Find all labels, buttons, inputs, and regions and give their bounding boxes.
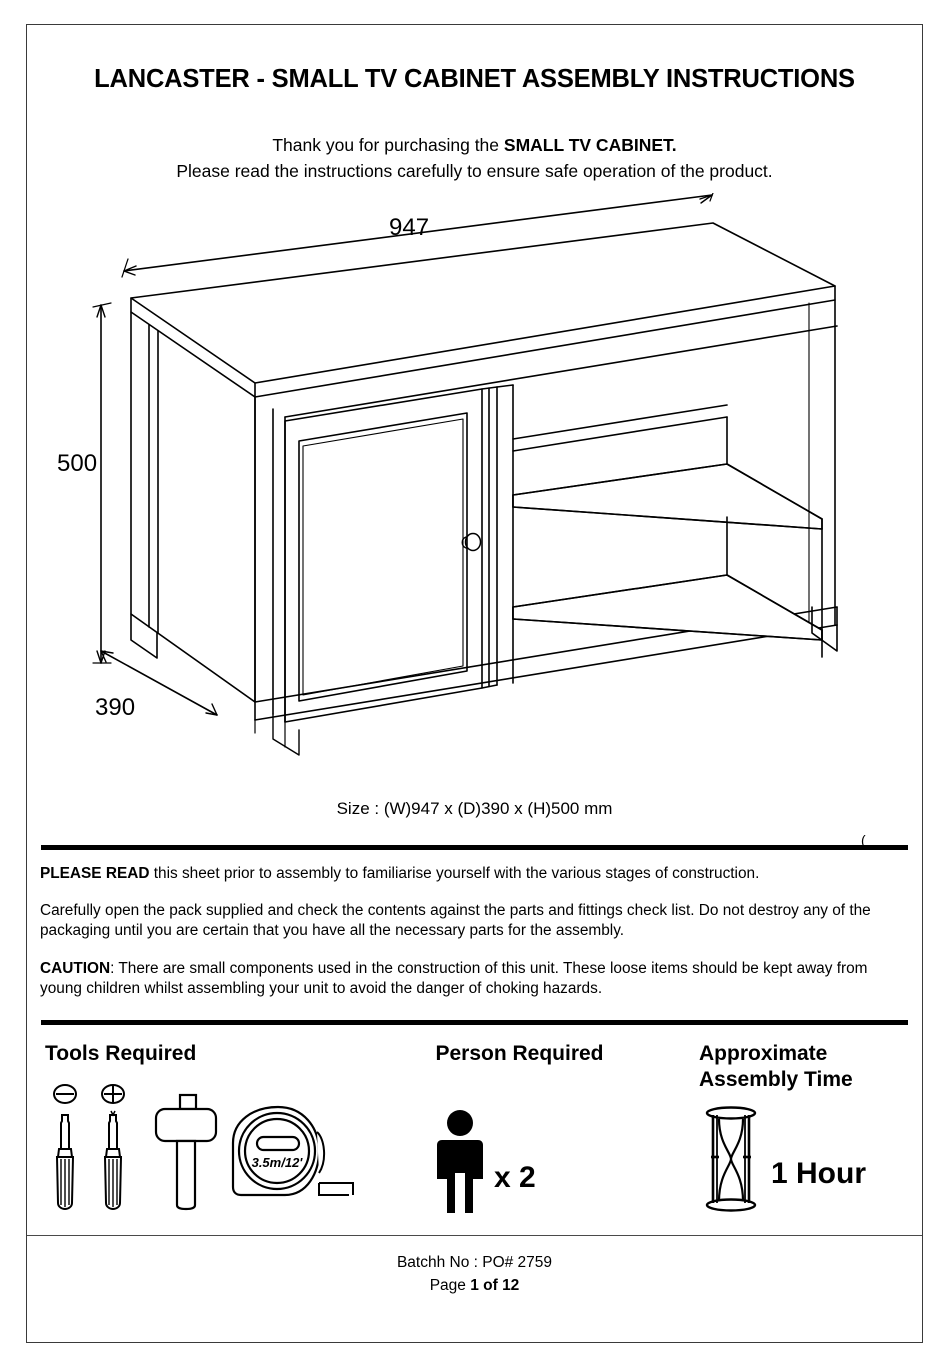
note-1-text: this sheet prior to assembly to familiarise yourself with the various stages of construction. xyxy=(149,864,760,882)
requirements-section xyxy=(27,1025,922,1235)
section-divider-top xyxy=(41,845,908,850)
person-count-label: x 2 xyxy=(494,1161,536,1195)
person-icon-group xyxy=(412,1109,627,1217)
caution-label: CAUTION xyxy=(40,959,111,977)
assembly-time-heading xyxy=(699,1041,924,1094)
page-prefix: Page xyxy=(429,1276,471,1294)
flathead-screwdriver-icon xyxy=(45,1081,85,1211)
intro-line-2: Please read the instructions carefully to ensure safe operation of the product. xyxy=(176,161,773,182)
mallet-icon xyxy=(147,1093,225,1211)
page-value: 1 of 12 xyxy=(470,1276,520,1294)
tools-required-column xyxy=(45,1025,395,1211)
assembly-time-heading-line2: Assembly Time xyxy=(699,1068,853,1092)
tape-measure-icon xyxy=(231,1099,357,1211)
page-number xyxy=(27,1275,922,1297)
intro-text xyxy=(27,132,922,185)
tape-measure-label: 3.5m/12' xyxy=(251,1155,303,1171)
phillips-screwdriver-icon xyxy=(93,1081,133,1211)
dimension-depth-label: 390 xyxy=(95,693,136,721)
hourglass-icon xyxy=(699,1105,763,1213)
size-specification: Size : (W)947 x (D)390 x (H)500 mm xyxy=(336,798,613,818)
product-diagram xyxy=(27,193,924,793)
tools-required-heading: Tools Required xyxy=(45,1041,197,1065)
instruction-notes xyxy=(27,850,922,1012)
stray-ink-mark: ( xyxy=(861,831,866,848)
thanks-prefix: Thank you for purchasing the xyxy=(272,135,504,155)
note-open-pack: Carefully open the pack supplied and check the contents against the parts and fittings check list. Do not destroy any of the packaging until you are certain that you have all the necessary parts for the assembly. xyxy=(40,901,871,940)
please-read-label: PLEASE READ xyxy=(40,864,150,882)
note-3-text: : There are small components used in the construction of this unit. These loose items should be kept away from young children whilst assembling your unit to avoid the danger of choking hazards. xyxy=(40,959,868,998)
instruction-sheet-page xyxy=(26,24,923,1343)
person-required-heading: Person Required xyxy=(435,1041,604,1065)
dimension-width-label: 947 xyxy=(389,213,430,241)
assembly-time-icon-group xyxy=(699,1105,924,1213)
page-footer xyxy=(27,1236,922,1297)
assembly-time-heading-line1: Approximate xyxy=(699,1041,828,1065)
assembly-time-value: 1 Hour xyxy=(771,1157,867,1191)
page-title: LANCASTER - SMALL TV CABINET ASSEMBLY INSTRUCTIONS xyxy=(94,65,855,93)
tools-icon-group xyxy=(45,1081,395,1211)
note-please-read xyxy=(40,864,909,884)
batch-number: Batchh No : PO# 2759 xyxy=(396,1254,553,1272)
cabinet-line-drawing xyxy=(27,193,924,793)
product-name: SMALL TV CABINET. xyxy=(503,135,677,155)
dimension-height-label: 500 xyxy=(57,449,98,477)
person-required-column xyxy=(412,1025,627,1217)
assembly-time-column xyxy=(699,1025,924,1214)
person-icon xyxy=(428,1109,492,1217)
note-caution xyxy=(40,959,909,1000)
